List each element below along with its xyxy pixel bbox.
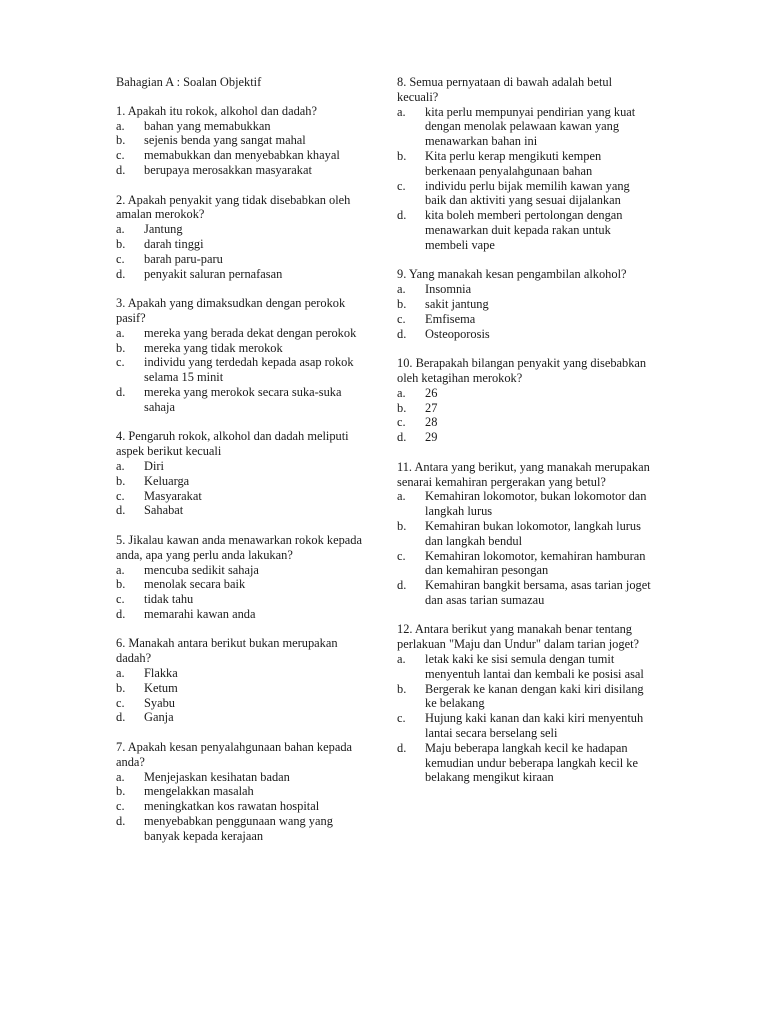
option-text: tidak tahu bbox=[144, 592, 194, 607]
option-text: bahan yang memabukkan bbox=[144, 118, 271, 133]
option-letter: a. bbox=[116, 118, 125, 133]
option-text: mereka yang merokok secara suka-suka sahaja bbox=[144, 384, 342, 414]
option-letter: d. bbox=[116, 606, 126, 621]
option-text: 27 bbox=[425, 400, 438, 415]
answer-option bbox=[116, 784, 371, 799]
option-letter: b. bbox=[116, 236, 126, 251]
question-stem: 3. Apakah yang dimaksudkan dengan perokok pasif? bbox=[116, 296, 346, 325]
answer-option bbox=[116, 459, 371, 474]
answer-option bbox=[397, 149, 654, 179]
answer-option bbox=[397, 179, 654, 209]
option-letter: c. bbox=[116, 695, 125, 710]
option-text: Diri bbox=[144, 458, 164, 473]
option-letter: d. bbox=[397, 208, 407, 223]
option-text: kita boleh memberi pertolongan dengan menawarkan duit kepada rakan untuk membeli vape bbox=[425, 208, 623, 252]
option-letter: a. bbox=[397, 489, 406, 504]
option-text: mereka yang tidak merokok bbox=[144, 340, 283, 355]
answer-option bbox=[116, 489, 371, 504]
option-text: Bergerak ke kanan dengan kaki kiri disilang ke belakang bbox=[425, 681, 644, 711]
question-block bbox=[397, 75, 654, 253]
question-stem: 6. Manakah antara berikut bukan merupakan dadah? bbox=[116, 636, 338, 666]
option-letter: d. bbox=[116, 503, 126, 518]
option-letter: d. bbox=[397, 578, 407, 593]
question-block bbox=[116, 533, 371, 622]
answer-option bbox=[397, 578, 654, 608]
option-letter: d. bbox=[397, 430, 407, 445]
option-letter: d. bbox=[116, 162, 126, 177]
option-letter: a. bbox=[397, 282, 406, 297]
option-letter: b. bbox=[397, 296, 407, 311]
answer-option bbox=[116, 607, 371, 622]
question-stem: 5. Jikalau kawan anda menawarkan rokok kepada anda, apa yang perlu anda lakukan? bbox=[116, 532, 362, 562]
question-stem: 10. Berapakah bilangan penyakit yang disebabkan oleh ketagihan merokok? bbox=[397, 356, 647, 385]
option-text: Kita perlu kerap mengikuti kempen berkenaan penyalahgunaan bahan bbox=[425, 148, 602, 178]
answer-option bbox=[116, 133, 371, 148]
option-letter: b. bbox=[397, 681, 407, 696]
option-text: meningkatkan kos rawatan hospital bbox=[144, 799, 320, 814]
question-block bbox=[116, 429, 371, 518]
answer-option bbox=[116, 503, 371, 518]
option-text: Maju beberapa langkah kecil ke hadapan kemudian undur beberapa langkah kecil ke belakang mengikut kiraan bbox=[425, 740, 638, 785]
question-stem: 8. Semua pernyataan di bawah adalah betul kecuali? bbox=[397, 75, 613, 104]
question-block bbox=[116, 636, 371, 725]
option-text: Insomnia bbox=[425, 282, 472, 297]
answer-option bbox=[397, 489, 654, 519]
option-letter: b. bbox=[116, 473, 126, 488]
option-text: Ketum bbox=[144, 680, 178, 695]
option-text: Emfisema bbox=[425, 311, 476, 326]
question-stem: 1. Apakah itu rokok, alkohol dan dadah? bbox=[116, 103, 317, 118]
option-letter: c. bbox=[116, 488, 125, 503]
option-text: sakit jantung bbox=[425, 296, 489, 311]
question-block bbox=[397, 267, 654, 341]
option-letter: a. bbox=[116, 222, 125, 237]
answer-option bbox=[116, 119, 371, 134]
option-letter: b. bbox=[397, 518, 407, 533]
option-letter: c. bbox=[116, 799, 125, 814]
answer-option bbox=[116, 592, 371, 607]
option-text: Masyarakat bbox=[144, 488, 202, 503]
option-text: Kemahiran lokomotor, kemahiran hamburan dan kemahiran pesongan bbox=[425, 548, 646, 578]
option-text: penyakit saluran pernafasan bbox=[144, 266, 283, 281]
answer-option bbox=[116, 148, 371, 163]
answer-option bbox=[116, 770, 371, 785]
option-letter: c. bbox=[397, 178, 406, 193]
option-text: menyebabkan penggunaan wang yang banyak kepada kerajaan bbox=[144, 814, 333, 843]
option-letter: a. bbox=[116, 666, 125, 681]
option-letter: d. bbox=[397, 740, 407, 755]
option-letter: c. bbox=[397, 548, 406, 563]
option-letter: d. bbox=[116, 266, 126, 281]
option-text: sejenis benda yang sangat mahal bbox=[144, 133, 306, 148]
option-letter: a. bbox=[116, 562, 125, 577]
answer-option bbox=[116, 222, 371, 237]
left-question-list bbox=[116, 104, 371, 844]
answer-option bbox=[116, 355, 371, 385]
option-letter: a. bbox=[116, 769, 125, 784]
option-letter: b. bbox=[116, 784, 126, 799]
option-letter: c. bbox=[116, 148, 125, 163]
option-text: Flakka bbox=[144, 666, 178, 681]
answer-option bbox=[397, 401, 654, 416]
answer-option bbox=[116, 577, 371, 592]
option-letter: d. bbox=[397, 326, 407, 341]
question-block bbox=[397, 622, 654, 785]
option-letter: b. bbox=[397, 148, 407, 163]
answer-option bbox=[397, 415, 654, 430]
option-text: Jantung bbox=[144, 222, 183, 237]
option-text: Ganja bbox=[144, 710, 174, 725]
option-text: individu yang terdedah kepada asap rokok selama 15 minit bbox=[144, 355, 354, 385]
option-text: 28 bbox=[425, 415, 438, 430]
answer-option bbox=[116, 710, 371, 725]
option-letter: c. bbox=[397, 415, 406, 430]
option-letter: b. bbox=[116, 577, 126, 592]
option-letter: b. bbox=[116, 680, 126, 695]
question-stem: 11. Antara yang berikut, yang manakah merupakan senarai kemahiran pergerakan yang betul? bbox=[397, 459, 650, 489]
option-letter: a. bbox=[116, 458, 125, 473]
answer-option bbox=[116, 563, 371, 578]
question-block bbox=[116, 740, 371, 844]
option-text: kita perlu mempunyai pendirian yang kuat dengan menolak pelawaan kawan yang menawarkan bahan ini bbox=[425, 104, 636, 149]
option-text: Kemahiran bukan lokomotor, langkah lurus dan langkah bendul bbox=[425, 518, 641, 548]
question-block bbox=[116, 104, 371, 178]
answer-option bbox=[397, 105, 654, 149]
option-text: mencuba sedikit sahaja bbox=[144, 562, 259, 577]
question-block bbox=[397, 460, 654, 608]
answer-option bbox=[116, 341, 371, 356]
option-text: Syabu bbox=[144, 695, 175, 710]
option-text: Keluarga bbox=[144, 473, 190, 488]
option-letter: a. bbox=[397, 652, 406, 667]
option-text: memarahi kawan anda bbox=[144, 606, 256, 621]
answer-option bbox=[116, 799, 371, 814]
answer-option bbox=[397, 208, 654, 252]
option-text: Kemahiran bangkit bersama, asas tarian joget dan asas tarian sumazau bbox=[425, 578, 651, 607]
answer-option bbox=[397, 297, 654, 312]
option-letter: c. bbox=[397, 311, 406, 326]
answer-option bbox=[397, 519, 654, 549]
question-block bbox=[116, 193, 371, 282]
question-block bbox=[116, 296, 371, 414]
answer-option bbox=[397, 430, 654, 445]
answer-option bbox=[116, 163, 371, 178]
answer-option bbox=[116, 252, 371, 267]
option-text: darah tinggi bbox=[144, 236, 204, 251]
answer-option bbox=[397, 312, 654, 327]
answer-option bbox=[397, 682, 654, 712]
right-column bbox=[397, 75, 654, 800]
option-letter: b. bbox=[116, 133, 126, 148]
option-text: letak kaki ke sisi semula dengan tumit menyentuh lantai dan kembali ke posisi asal bbox=[425, 652, 644, 681]
option-text: Hujung kaki kanan dan kaki kiri menyentuh lantai secara berselang seli bbox=[425, 711, 644, 741]
question-stem: 7. Apakah kesan penyalahgunaan bahan kepada anda? bbox=[116, 740, 353, 769]
question-stem: 2. Apakah penyakit yang tidak disebabkan oleh amalan merokok? bbox=[116, 192, 351, 222]
option-letter: c. bbox=[116, 251, 125, 266]
option-text: mengelakkan masalah bbox=[144, 784, 254, 799]
option-text: Sahabat bbox=[144, 503, 184, 518]
option-text: Menjejaskan kesihatan badan bbox=[144, 769, 290, 784]
option-letter: b. bbox=[397, 400, 407, 415]
answer-option bbox=[116, 814, 371, 844]
option-text: individu perlu bijak memilih kawan yang baik dan aktiviti yang sesuai dijalankan bbox=[425, 178, 630, 208]
answer-option bbox=[116, 326, 371, 341]
answer-option bbox=[116, 474, 371, 489]
answer-option bbox=[116, 385, 371, 415]
option-letter: d. bbox=[116, 710, 126, 725]
option-letter: b. bbox=[116, 340, 126, 355]
option-letter: d. bbox=[116, 814, 126, 829]
answer-option bbox=[397, 549, 654, 579]
answer-option bbox=[397, 652, 654, 682]
answer-option bbox=[397, 386, 654, 401]
answer-option bbox=[397, 741, 654, 785]
option-text: berupaya merosakkan masyarakat bbox=[144, 162, 312, 177]
answer-option bbox=[397, 282, 654, 297]
option-text: 26 bbox=[425, 385, 438, 400]
question-stem: 12. Antara berikut yang manakah benar tentang perlakuan "Maju dan Undur" dalam tarian joget? bbox=[397, 622, 640, 652]
question-stem: 4. Pengaruh rokok, alkohol dan dadah meliputi aspek berikut kecuali bbox=[116, 429, 349, 459]
option-letter: a. bbox=[397, 104, 406, 119]
question-block bbox=[397, 356, 654, 445]
question-stem: 9. Yang manakah kesan pengambilan alkohol? bbox=[397, 267, 627, 282]
left-column bbox=[116, 75, 371, 858]
option-letter: c. bbox=[397, 711, 406, 726]
section-heading: Bahagian A : Soalan Objektif bbox=[116, 75, 262, 89]
answer-option bbox=[397, 711, 654, 741]
option-text: barah paru-paru bbox=[144, 251, 223, 266]
answer-option bbox=[116, 237, 371, 252]
option-letter: d. bbox=[116, 384, 126, 399]
answer-option bbox=[116, 681, 371, 696]
answer-option bbox=[116, 696, 371, 711]
option-letter: a. bbox=[397, 385, 406, 400]
option-text: Kemahiran lokomotor, bukan lokomotor dan langkah lurus bbox=[425, 489, 647, 519]
option-text: 29 bbox=[425, 430, 438, 445]
answer-option bbox=[116, 267, 371, 282]
answer-option bbox=[397, 327, 654, 342]
right-question-list bbox=[397, 75, 654, 785]
option-text: Osteoporosis bbox=[425, 326, 490, 341]
option-letter: c. bbox=[116, 592, 125, 607]
option-text: mereka yang berada dekat dengan perokok bbox=[144, 325, 357, 340]
option-letter: c. bbox=[116, 355, 125, 370]
option-text: memabukkan dan menyebabkan khayal bbox=[144, 148, 340, 163]
option-text: menolak secara baik bbox=[144, 577, 246, 592]
answer-option bbox=[116, 666, 371, 681]
option-letter: a. bbox=[116, 325, 125, 340]
